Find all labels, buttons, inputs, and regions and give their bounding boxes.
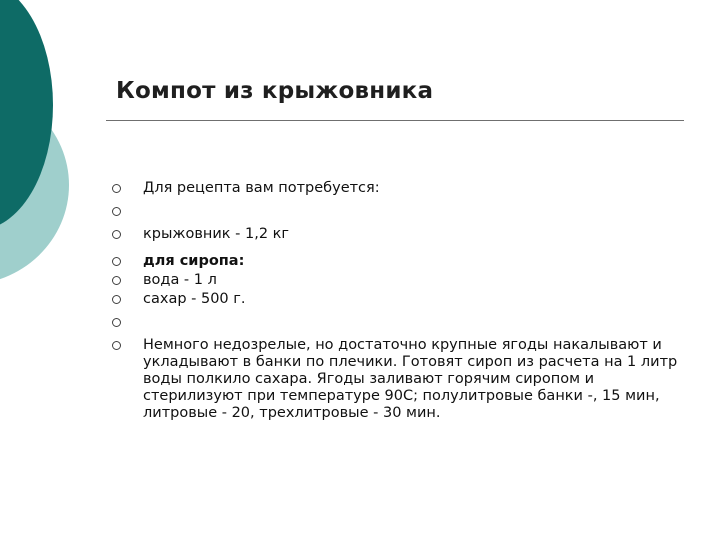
list-item bbox=[112, 253, 682, 270]
title-divider bbox=[106, 120, 684, 121]
list-item bbox=[112, 203, 682, 220]
bullet-text: Для рецепта вам потребуется: bbox=[143, 180, 380, 196]
bullet-text: сахар - 500 г. bbox=[143, 291, 246, 307]
list-item bbox=[112, 226, 682, 243]
bullet-circle-icon bbox=[112, 230, 121, 239]
bullet-text: крыжовник - 1,2 кг bbox=[143, 226, 290, 242]
list-item bbox=[112, 337, 682, 422]
bullet-text: Немного недозрелые, но достаточно крупные ягоды накалывают и укладывают в банки по плечики. Готовят сироп из расчета на 1 литр воды полкило сахара. Ягоды заливают горячим сиропом и стерилизуют при температуре 90С; полулитровые банки -, 15 мин, литровые - 20, трехлитровые - 30 мин. bbox=[143, 337, 678, 421]
bullet-circle-icon bbox=[112, 341, 121, 350]
list-item bbox=[112, 314, 682, 331]
slide-title: Компот из крыжовника bbox=[116, 78, 434, 104]
bullet-text: вода - 1 л bbox=[143, 272, 217, 288]
bullet-circle-icon bbox=[112, 257, 121, 266]
list-item bbox=[112, 180, 682, 197]
decorative-circles bbox=[0, 0, 80, 290]
bullet-circle-icon bbox=[112, 276, 121, 285]
bullet-circle-icon bbox=[112, 207, 121, 216]
bullet-circle-icon bbox=[112, 295, 121, 304]
bullet-text: для сиропа: bbox=[143, 253, 245, 269]
bullet-circle-icon bbox=[112, 318, 121, 327]
bullet-circle-icon bbox=[112, 184, 121, 193]
bullet-list bbox=[112, 180, 682, 428]
list-item bbox=[112, 291, 682, 308]
list-item bbox=[112, 272, 682, 289]
